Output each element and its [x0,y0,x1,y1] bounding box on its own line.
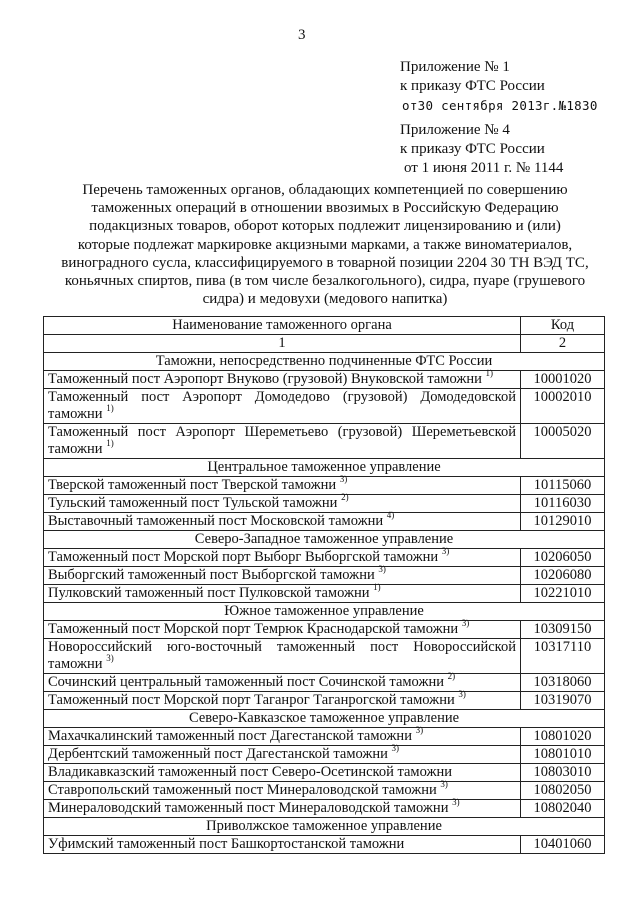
section-row [44,818,605,836]
office-name-cell [44,582,521,603]
office-name-cell [44,618,521,639]
footnote-ref: 3) [415,725,424,736]
table-row [44,513,605,531]
office-name: Таможенный пост Аэропорт Шереметьево (грузовой) Шереметьевской таможни [48,424,516,457]
section-title: Центральное таможенное управление [44,459,605,477]
office-code: 10801020 [521,728,605,746]
footnote-ref: 3) [440,779,448,790]
footnote-ref: 1) [373,582,381,593]
annex-1-title: Приложение № 1 [400,59,510,75]
annex-1-order-date: от30 сентября 2013г.№1830 [402,98,598,113]
office-name-cell [44,797,521,818]
header-name: Наименование таможенного органа [44,317,521,335]
table-row [44,639,605,674]
footnote-ref: 3) [339,474,348,485]
section-title: Приволжское таможенное управление [44,818,605,836]
footnote-ref: 3) [452,797,460,808]
title-line: подакцизных товаров, оборот которых подлежит лицензированию и (или) [89,218,561,235]
table-row [44,585,605,603]
office-name: Уфимский таможенный пост Башкортостанской таможни [48,836,405,852]
table-row [44,549,605,567]
document-title [40,181,610,308]
table-row [44,800,605,818]
title-line: Перечень таможенных органов, обладающих компетенцией по совершению [82,182,568,198]
table-row [44,764,605,782]
section-title: Северо-Кавказское таможенное управление [44,710,605,728]
office-code: 10317110 [521,639,605,674]
title-line: таможенных операций в отношении ввозимых в Российскую Федерацию [91,200,559,217]
office-name: Таможенный пост Морской порт Темрюк Краснодарской таможни [48,621,459,637]
table-row [44,389,605,424]
office-name-cell [44,564,521,585]
footnote-ref: 2) [447,671,456,682]
annex-4-order-ref: к приказу ФТС России [400,141,545,157]
table-row [44,782,605,800]
section-title: Таможни, непосредственно подчиненные ФТС России [44,353,605,371]
column-number-2: 2 [521,335,605,353]
footnote-ref: 3) [461,618,470,629]
office-code: 10319070 [521,692,605,710]
office-name-cell [44,779,521,800]
office-code: 10802050 [521,782,605,800]
section-row [44,531,605,549]
office-code: 10002010 [521,389,605,424]
section-row [44,459,605,477]
office-name: Таможенный пост Аэропорт Внуково (грузовой) Внуковской таможни [48,371,482,387]
office-code: 10001020 [521,371,605,389]
office-name-cell [44,510,521,531]
table-row [44,371,605,389]
footnote-ref: 3) [458,689,466,700]
office-name: Выборгский таможенный пост Выборгской таможни [48,567,375,583]
column-number-row [44,335,605,353]
footnote-ref: 1) [485,368,494,379]
office-code: 10802040 [521,800,605,818]
office-code: 10116030 [521,495,605,513]
header-code: Код [521,317,605,335]
office-name-cell [44,424,521,459]
table-row [44,621,605,639]
office-name: Махачкалинский таможенный пост Дагестанской таможни [48,728,412,744]
office-code: 10401060 [521,836,605,854]
office-name-cell [44,743,521,764]
office-code: 10803010 [521,764,605,782]
section-title: Южное таможенное управление [44,603,605,621]
table-row [44,728,605,746]
footnote-ref: 1) [106,438,114,449]
section-row [44,710,605,728]
office-name: Дербентский таможенный пост Дагестанской таможни [48,746,388,762]
office-name-cell [44,474,521,495]
table-row [44,674,605,692]
office-code: 10318060 [521,674,605,692]
office-name-cell [44,764,521,782]
table-header-row [44,317,605,335]
office-name: Тульский таможенный пост Тульской таможни [48,495,338,511]
office-name-cell [44,639,521,674]
annex-1-header [400,58,598,115]
table-row [44,692,605,710]
office-name-cell [44,689,521,710]
office-code: 10221010 [521,585,605,603]
office-name: Тверской таможенный пост Тверской таможни [48,477,337,493]
office-name: Таможенный пост Морской порт Таганрог Таганрогской таможни [48,692,455,708]
section-title: Северо-Западное таможенное управление [44,531,605,549]
footnote-ref: 3) [106,653,114,664]
section-row [44,353,605,371]
column-number-1: 1 [44,335,521,353]
page-number: 3 [298,27,306,43]
office-name-cell [44,836,521,854]
footnote-ref: 4) [386,510,395,521]
office-name: Сочинский центральный таможенный пост Сочинской таможни [48,674,444,690]
title-line: сидра) и медовухи (медового напитка) [202,291,448,308]
section-row [44,603,605,621]
office-name: Минераловодский таможенный пост Минераловодской таможни [48,800,449,816]
office-name-cell [44,546,521,567]
office-code: 10206080 [521,567,605,585]
office-name: Пулковский таможенный пост Пулковской таможни [48,585,370,601]
title-line: которые подлежат маркировке акцизными марками, а также виноматериалов, [77,236,573,253]
footnote-ref: 2) [341,492,349,503]
annex-4-order-date: от 1 июня 2011 г. № 1144 [404,160,564,176]
office-name-cell [44,671,521,692]
annex-1-order-ref: к приказу ФТС России [400,78,545,94]
office-code: 10005020 [521,424,605,459]
footnote-ref: 1) [106,403,114,414]
table-row [44,567,605,585]
annex-4-title: Приложение № 4 [400,122,510,138]
office-code: 10309150 [521,621,605,639]
footnote-ref: 3) [378,564,386,575]
table-row [44,477,605,495]
office-code: 10801010 [521,746,605,764]
title-line: виноградного сусла, классифицируемого в товарной позиции 2204 30 ТН ВЭД ТС, [61,254,589,271]
office-name-cell [44,725,521,746]
office-name: Новороссийский юго-восточный таможенный пост Новороссийской таможни [48,639,516,672]
footnote-ref: 3) [391,743,400,754]
table-row [44,836,605,854]
office-code: 10206050 [521,549,605,567]
table-row [44,495,605,513]
office-name: Владикавказский таможенный пост Северо-Осетинской таможни [48,764,453,780]
office-name: Таможенный пост Аэропорт Домодедово (грузовой) Домодедовской таможни [48,389,516,422]
office-code: 10129010 [521,513,605,531]
table-row [44,746,605,764]
office-code: 10115060 [521,477,605,495]
title-line: коньячных спиртов, пива (в том числе безалкогольного), сидра, пуаре (грушевого [64,273,586,290]
office-name-cell [44,389,521,424]
office-name: Выставочный таможенный пост Московской таможни [48,513,384,529]
office-name: Ставропольский таможенный пост Минераловодской таможни [48,782,437,798]
customs-offices-table [43,316,605,854]
office-name-cell [44,492,521,513]
office-name-cell [44,368,521,389]
table-row [44,424,605,459]
footnote-ref: 3) [441,546,450,557]
annex-4-header [400,121,563,178]
office-name: Таможенный пост Морской порт Выборг Выборгской таможни [48,549,439,565]
